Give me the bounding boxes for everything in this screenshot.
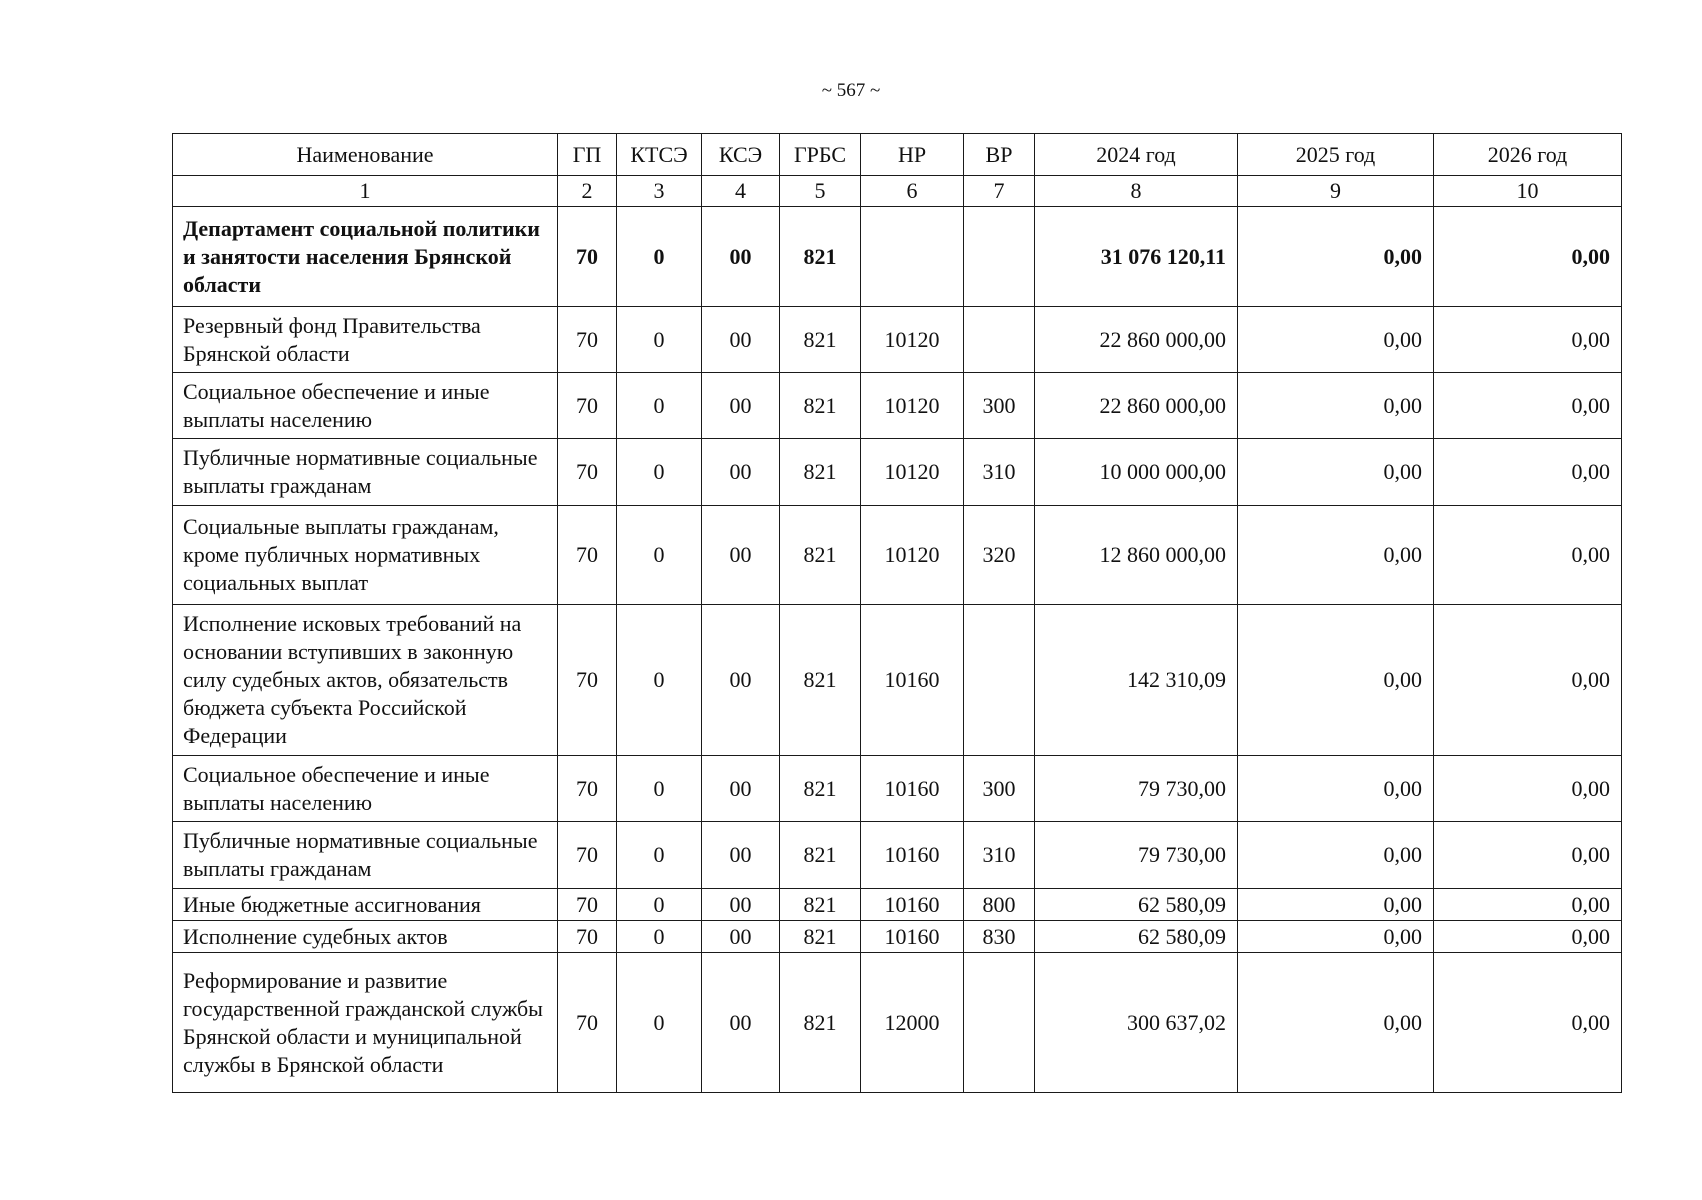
cell-2026: 0,00 bbox=[1434, 756, 1622, 822]
header-vr: ВР bbox=[964, 134, 1035, 176]
cell-2024: 62 580,09 bbox=[1035, 889, 1238, 921]
cell-nr: 10160 bbox=[861, 921, 964, 953]
row-name: Исполнение исковых требований на основании вступивших в законную силу судебных актов, обязательств бюджета субъекта Российской Федерации bbox=[173, 605, 558, 756]
cell-kse: 00 bbox=[702, 373, 780, 439]
cell-ktse: 0 bbox=[617, 506, 702, 605]
cell-nr: 10120 bbox=[861, 307, 964, 373]
cell-2025: 0,00 bbox=[1238, 953, 1434, 1093]
column-number: 3 bbox=[617, 176, 702, 207]
cell-2024: 79 730,00 bbox=[1035, 822, 1238, 889]
cell-2025: 0,00 bbox=[1238, 756, 1434, 822]
header-nr: НР bbox=[861, 134, 964, 176]
cell-2026: 0,00 bbox=[1434, 889, 1622, 921]
cell-nr: 10120 bbox=[861, 373, 964, 439]
cell-2024: 31 076 120,11 bbox=[1035, 207, 1238, 307]
cell-grbs: 821 bbox=[780, 506, 861, 605]
cell-kse: 00 bbox=[702, 756, 780, 822]
cell-vr: 310 bbox=[964, 822, 1035, 889]
column-number: 5 bbox=[780, 176, 861, 207]
cell-nr bbox=[861, 207, 964, 307]
cell-2024: 22 860 000,00 bbox=[1035, 373, 1238, 439]
page-number: ~ 567 ~ bbox=[821, 80, 881, 101]
cell-ktse: 0 bbox=[617, 822, 702, 889]
header-2026: 2026 год bbox=[1434, 134, 1622, 176]
header-2024: 2024 год bbox=[1035, 134, 1238, 176]
cell-2026: 0,00 bbox=[1434, 307, 1622, 373]
cell-2025: 0,00 bbox=[1238, 506, 1434, 605]
cell-ktse: 0 bbox=[617, 921, 702, 953]
cell-gp: 70 bbox=[558, 307, 617, 373]
cell-grbs: 821 bbox=[780, 605, 861, 756]
cell-gp: 70 bbox=[558, 921, 617, 953]
budget-table bbox=[172, 133, 1622, 1093]
cell-ktse: 0 bbox=[617, 605, 702, 756]
row-name: Социальные выплаты гражданам, кроме публичных нормативных социальных выплат bbox=[173, 506, 558, 605]
table-row bbox=[173, 953, 1622, 1093]
cell-2026: 0,00 bbox=[1434, 605, 1622, 756]
cell-gp: 70 bbox=[558, 207, 617, 307]
table-row bbox=[173, 921, 1622, 953]
header-2025: 2025 год bbox=[1238, 134, 1434, 176]
header-row bbox=[173, 134, 1622, 176]
cell-vr: 320 bbox=[964, 506, 1035, 605]
cell-kse: 00 bbox=[702, 889, 780, 921]
cell-kse: 00 bbox=[702, 307, 780, 373]
column-number-row bbox=[173, 176, 1622, 207]
cell-gp: 70 bbox=[558, 506, 617, 605]
row-name: Резервный фонд Правительства Брянской области bbox=[173, 307, 558, 373]
cell-ktse: 0 bbox=[617, 439, 702, 506]
header-ktse: КТСЭ bbox=[617, 134, 702, 176]
cell-grbs: 821 bbox=[780, 439, 861, 506]
column-number: 8 bbox=[1035, 176, 1238, 207]
cell-gp: 70 bbox=[558, 373, 617, 439]
header-kse: КСЭ bbox=[702, 134, 780, 176]
row-name: Социальное обеспечение и иные выплаты населению bbox=[173, 373, 558, 439]
header-grbs: ГРБС bbox=[780, 134, 861, 176]
cell-nr: 12000 bbox=[861, 953, 964, 1093]
row-name: Департамент социальной политики и занятости населения Брянской области bbox=[173, 207, 558, 307]
cell-vr: 300 bbox=[964, 756, 1035, 822]
cell-gp: 70 bbox=[558, 756, 617, 822]
cell-kse: 00 bbox=[702, 506, 780, 605]
cell-kse: 00 bbox=[702, 921, 780, 953]
table-row bbox=[173, 207, 1622, 307]
row-name: Социальное обеспечение и иные выплаты населению bbox=[173, 756, 558, 822]
cell-kse: 00 bbox=[702, 207, 780, 307]
cell-2025: 0,00 bbox=[1238, 605, 1434, 756]
cell-2025: 0,00 bbox=[1238, 439, 1434, 506]
table-row bbox=[173, 373, 1622, 439]
cell-2026: 0,00 bbox=[1434, 953, 1622, 1093]
cell-2024: 22 860 000,00 bbox=[1035, 307, 1238, 373]
cell-nr: 10160 bbox=[861, 756, 964, 822]
cell-2025: 0,00 bbox=[1238, 307, 1434, 373]
cell-ktse: 0 bbox=[617, 953, 702, 1093]
cell-2024: 142 310,09 bbox=[1035, 605, 1238, 756]
cell-2025: 0,00 bbox=[1238, 207, 1434, 307]
column-number: 1 bbox=[173, 176, 558, 207]
cell-vr: 310 bbox=[964, 439, 1035, 506]
table-row bbox=[173, 889, 1622, 921]
cell-nr: 10120 bbox=[861, 439, 964, 506]
cell-vr: 300 bbox=[964, 373, 1035, 439]
cell-gp: 70 bbox=[558, 822, 617, 889]
cell-kse: 00 bbox=[702, 822, 780, 889]
cell-ktse: 0 bbox=[617, 207, 702, 307]
cell-2024: 10 000 000,00 bbox=[1035, 439, 1238, 506]
table-row bbox=[173, 439, 1622, 506]
row-name: Публичные нормативные социальные выплаты гражданам bbox=[173, 439, 558, 506]
cell-2024: 300 637,02 bbox=[1035, 953, 1238, 1093]
table-row bbox=[173, 506, 1622, 605]
cell-kse: 00 bbox=[702, 605, 780, 756]
cell-grbs: 821 bbox=[780, 953, 861, 1093]
cell-grbs: 821 bbox=[780, 756, 861, 822]
cell-vr bbox=[964, 953, 1035, 1093]
cell-2026: 0,00 bbox=[1434, 822, 1622, 889]
cell-ktse: 0 bbox=[617, 889, 702, 921]
cell-gp: 70 bbox=[558, 889, 617, 921]
cell-ktse: 0 bbox=[617, 307, 702, 373]
row-name: Исполнение судебных актов bbox=[173, 921, 558, 953]
cell-kse: 00 bbox=[702, 439, 780, 506]
cell-grbs: 821 bbox=[780, 921, 861, 953]
table-row bbox=[173, 307, 1622, 373]
column-number: 2 bbox=[558, 176, 617, 207]
cell-grbs: 821 bbox=[780, 207, 861, 307]
cell-vr bbox=[964, 605, 1035, 756]
header-name: Наименование bbox=[173, 134, 558, 176]
column-number: 4 bbox=[702, 176, 780, 207]
cell-2026: 0,00 bbox=[1434, 506, 1622, 605]
header-gp: ГП bbox=[558, 134, 617, 176]
column-number: 6 bbox=[861, 176, 964, 207]
cell-nr: 10160 bbox=[861, 605, 964, 756]
cell-vr: 830 bbox=[964, 921, 1035, 953]
cell-ktse: 0 bbox=[617, 756, 702, 822]
column-number: 9 bbox=[1238, 176, 1434, 207]
cell-grbs: 821 bbox=[780, 373, 861, 439]
column-number: 10 bbox=[1434, 176, 1622, 207]
cell-2025: 0,00 bbox=[1238, 373, 1434, 439]
cell-gp: 70 bbox=[558, 439, 617, 506]
table-row bbox=[173, 756, 1622, 822]
cell-2026: 0,00 bbox=[1434, 439, 1622, 506]
cell-2026: 0,00 bbox=[1434, 373, 1622, 439]
column-number: 7 bbox=[964, 176, 1035, 207]
cell-vr bbox=[964, 307, 1035, 373]
cell-grbs: 821 bbox=[780, 822, 861, 889]
row-name: Публичные нормативные социальные выплаты гражданам bbox=[173, 822, 558, 889]
cell-vr: 800 bbox=[964, 889, 1035, 921]
cell-gp: 70 bbox=[558, 953, 617, 1093]
cell-nr: 10160 bbox=[861, 822, 964, 889]
cell-2025: 0,00 bbox=[1238, 889, 1434, 921]
cell-2026: 0,00 bbox=[1434, 207, 1622, 307]
cell-vr bbox=[964, 207, 1035, 307]
cell-2026: 0,00 bbox=[1434, 921, 1622, 953]
cell-gp: 70 bbox=[558, 605, 617, 756]
cell-nr: 10160 bbox=[861, 889, 964, 921]
cell-grbs: 821 bbox=[780, 307, 861, 373]
cell-nr: 10120 bbox=[861, 506, 964, 605]
cell-2024: 62 580,09 bbox=[1035, 921, 1238, 953]
cell-2024: 79 730,00 bbox=[1035, 756, 1238, 822]
row-name: Иные бюджетные ассигнования bbox=[173, 889, 558, 921]
table-row bbox=[173, 822, 1622, 889]
cell-grbs: 821 bbox=[780, 889, 861, 921]
cell-2024: 12 860 000,00 bbox=[1035, 506, 1238, 605]
cell-kse: 00 bbox=[702, 953, 780, 1093]
cell-2025: 0,00 bbox=[1238, 921, 1434, 953]
table-row bbox=[173, 605, 1622, 756]
cell-2025: 0,00 bbox=[1238, 822, 1434, 889]
cell-ktse: 0 bbox=[617, 373, 702, 439]
row-name: Реформирование и развитие государственной гражданской службы Брянской области и муниципальной службы в Брянской области bbox=[173, 953, 558, 1093]
